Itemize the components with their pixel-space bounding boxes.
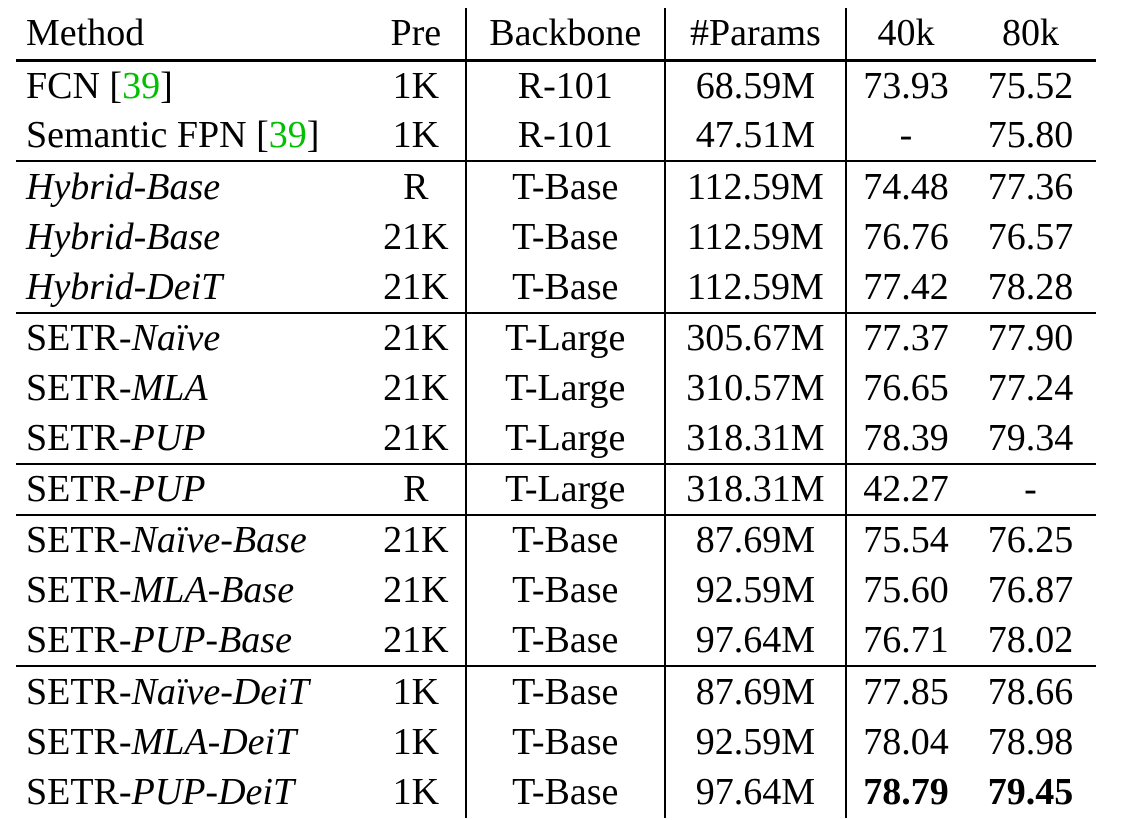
cell-params: 318.31M xyxy=(665,414,846,465)
cell-pre: 21K xyxy=(367,212,466,263)
cell-method xyxy=(16,666,367,717)
cell-40k: 78.79 xyxy=(863,771,949,814)
method-text: SETR- xyxy=(26,771,132,814)
cell-pre: 1K xyxy=(367,666,466,717)
cell-pre: 1K xyxy=(367,767,466,818)
cell-pre: 21K xyxy=(367,616,466,667)
cell-params: 47.51M xyxy=(665,111,846,162)
method-text: SETR- xyxy=(26,468,132,511)
cell-40k: 75.60 xyxy=(863,569,949,612)
cell-40k: 73.93 xyxy=(863,65,949,107)
cell-80k: 78.02 xyxy=(987,619,1074,662)
method-text: SETR- xyxy=(26,417,132,460)
cell-40k: - xyxy=(899,114,913,157)
cell-method xyxy=(16,414,367,465)
header-row xyxy=(16,8,1096,60)
cell-method xyxy=(16,767,367,818)
cell-80k: 77.36 xyxy=(987,165,1074,208)
method-text: SETR- xyxy=(26,569,132,612)
cell-pre: R xyxy=(367,464,466,515)
header-method: Method xyxy=(26,12,145,55)
cell-backbone: T-Base xyxy=(466,616,665,667)
cell-method xyxy=(16,515,367,566)
cell-40k: 77.37 xyxy=(863,317,949,360)
table-row xyxy=(16,666,1096,717)
table-row xyxy=(16,767,1096,818)
table-row xyxy=(16,111,1096,162)
cell-backbone: T-Base xyxy=(466,666,665,717)
header-backbone: Backbone xyxy=(466,8,665,60)
cell-40k: 77.42 xyxy=(863,265,949,308)
cell-pre: 21K xyxy=(367,414,466,465)
cell-backbone: T-Large xyxy=(466,363,665,414)
table-row xyxy=(16,212,1096,263)
cell-40k: 77.85 xyxy=(863,670,949,713)
table-row xyxy=(16,464,1096,515)
cell-method xyxy=(16,161,367,212)
cell-pre: 1K xyxy=(367,111,466,162)
header-pre: Pre xyxy=(367,8,466,60)
cell-80k: 77.24 xyxy=(987,367,1074,410)
method-text: SETR- xyxy=(26,519,132,562)
cell-method xyxy=(16,363,367,414)
method-text: MLA-Base xyxy=(131,569,295,612)
table-row xyxy=(16,565,1096,616)
cell-backbone: T-Large xyxy=(466,464,665,515)
cell-40k: 74.48 xyxy=(863,165,949,208)
cell-method xyxy=(16,616,367,667)
method-text: PUP xyxy=(131,468,206,511)
cell-backbone: T-Base xyxy=(466,767,665,818)
method-text: Naïve-Base xyxy=(131,519,307,562)
cell-method xyxy=(16,262,367,313)
cell-80k: 79.45 xyxy=(987,771,1074,814)
cell-pre: 21K xyxy=(367,313,466,364)
cell-params: 92.59M xyxy=(665,717,846,768)
cell-method xyxy=(16,111,367,162)
method-text: SETR- xyxy=(26,367,132,410)
cell-80k: 78.98 xyxy=(987,720,1074,763)
cell-80k: 76.87 xyxy=(987,569,1074,612)
cell-pre: 1K xyxy=(367,60,466,111)
cell-params: 97.64M xyxy=(665,767,846,818)
method-text: PUP-Base xyxy=(131,619,292,662)
cell-params: 92.59M xyxy=(665,565,846,616)
cell-backbone: T-Base xyxy=(466,262,665,313)
cell-pre: R xyxy=(367,161,466,212)
header-40k: 40k xyxy=(877,12,935,55)
cell-80k: 78.66 xyxy=(987,670,1074,713)
method-text: ] xyxy=(306,114,320,157)
cell-pre: 21K xyxy=(367,363,466,414)
citation-link[interactable]: 39 xyxy=(122,65,161,107)
cell-params: 112.59M xyxy=(665,262,846,313)
cell-method xyxy=(16,464,367,515)
cell-backbone: T-Base xyxy=(466,515,665,566)
table-row xyxy=(16,262,1096,313)
cell-40k: 76.65 xyxy=(863,367,949,410)
cell-40k: 78.39 xyxy=(863,417,949,460)
method-text: ] xyxy=(160,65,173,107)
cell-40k: 78.04 xyxy=(863,720,949,763)
cell-backbone: T-Base xyxy=(466,161,665,212)
results-table xyxy=(16,8,1096,818)
method-text: SETR- xyxy=(26,619,132,662)
cell-method xyxy=(16,565,367,616)
method-text: Hybrid-Base xyxy=(26,215,221,258)
cell-params: 310.57M xyxy=(665,363,846,414)
cell-params: 87.69M xyxy=(665,666,846,717)
cell-pre: 1K xyxy=(367,717,466,768)
table-row xyxy=(16,363,1096,414)
cell-80k: - xyxy=(1024,468,1037,511)
cell-params: 112.59M xyxy=(665,212,846,263)
cell-params: 97.64M xyxy=(665,616,846,667)
table-row xyxy=(16,717,1096,768)
cell-method xyxy=(16,60,367,111)
header-80k: 80k xyxy=(1001,12,1059,55)
cell-params: 305.67M xyxy=(665,313,846,364)
cell-backbone: R-101 xyxy=(466,111,665,162)
cell-80k: 75.80 xyxy=(987,114,1074,157)
cell-method xyxy=(16,313,367,364)
cell-params: 87.69M xyxy=(665,515,846,566)
method-text: SETR- xyxy=(26,317,132,360)
cell-backbone: R-101 xyxy=(466,60,665,111)
table-row xyxy=(16,161,1096,212)
table-header xyxy=(16,8,1096,60)
citation-link[interactable]: 39 xyxy=(268,114,307,157)
cell-80k: 76.25 xyxy=(987,519,1074,562)
table-body xyxy=(16,60,1096,818)
cell-backbone: T-Base xyxy=(466,565,665,616)
cell-pre: 21K xyxy=(367,515,466,566)
cell-40k: 42.27 xyxy=(863,468,949,511)
table-row xyxy=(16,60,1096,111)
cell-pre: 21K xyxy=(367,262,466,313)
cell-backbone: T-Large xyxy=(466,313,665,364)
method-text: Naïve xyxy=(131,317,221,360)
method-text: PUP xyxy=(131,417,206,460)
method-text: Hybrid-Base xyxy=(26,165,221,208)
cell-method xyxy=(16,717,367,768)
table-row xyxy=(16,313,1096,364)
cell-params: 318.31M xyxy=(665,464,846,515)
cell-80k: 78.28 xyxy=(987,265,1074,308)
cell-40k: 76.76 xyxy=(863,215,949,258)
cell-backbone: T-Base xyxy=(466,212,665,263)
results-table-container xyxy=(16,8,1096,818)
method-text: PUP-DeiT xyxy=(131,771,295,814)
method-text: MLA xyxy=(131,367,208,410)
cell-80k: 76.57 xyxy=(987,215,1074,258)
cell-backbone: T-Large xyxy=(466,414,665,465)
cell-80k: 77.90 xyxy=(987,317,1074,360)
cell-params: 68.59M xyxy=(665,60,846,111)
method-text: Naïve-DeiT xyxy=(131,670,309,713)
cell-pre: 21K xyxy=(367,565,466,616)
method-text: SETR- xyxy=(26,720,132,763)
cell-80k: 79.34 xyxy=(987,417,1074,460)
cell-method xyxy=(16,212,367,263)
table-row xyxy=(16,515,1096,566)
method-text: FCN [ xyxy=(26,65,123,107)
cell-40k: 75.54 xyxy=(863,519,949,562)
cell-backbone: T-Base xyxy=(466,717,665,768)
table-row xyxy=(16,414,1096,465)
method-text: Semantic FPN [ xyxy=(26,114,269,157)
method-text: SETR- xyxy=(26,670,132,713)
table-row xyxy=(16,616,1096,667)
cell-params: 112.59M xyxy=(665,161,846,212)
header-params: #Params xyxy=(665,8,846,60)
cell-40k: 76.71 xyxy=(863,619,949,662)
method-text: MLA-DeiT xyxy=(131,720,297,763)
method-text: Hybrid-DeiT xyxy=(26,265,223,308)
cell-80k: 75.52 xyxy=(987,65,1074,107)
